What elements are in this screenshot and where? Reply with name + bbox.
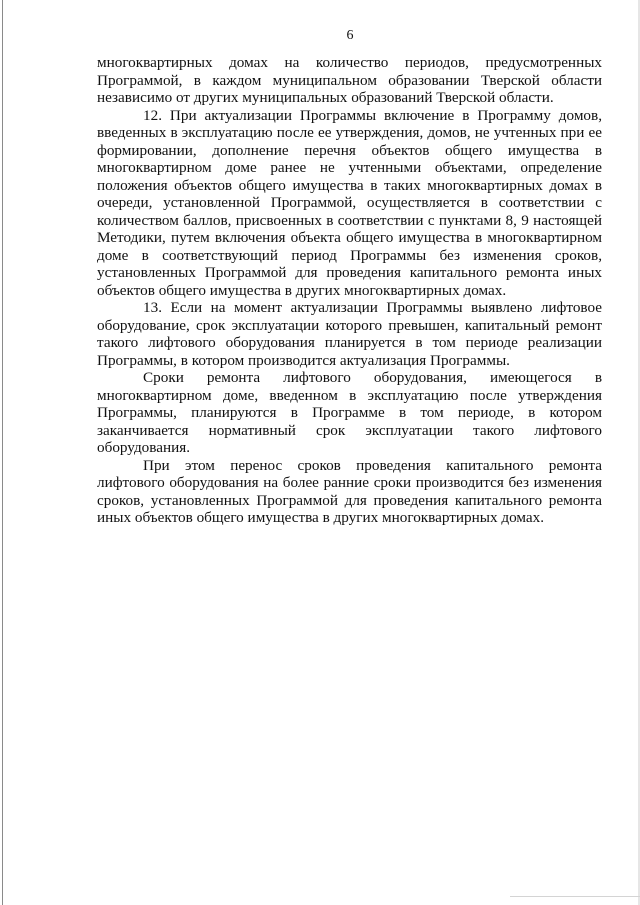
paragraph-continuation: многоквартирных домах на количество периодов, предусмотренных Программой, в каждом муниципальном образовании Тверской области независимо от других муниципальных образований Тверской области. xyxy=(97,54,602,106)
paragraph-item-13: 13. Если на момент актуализации Программы выявлено лифтовое оборудование, срок эксплуатации которого превышен, капитальный ремонт такого лифтового оборудования планируется в том периоде реализации Программы, в котором производится актуализация Программы. xyxy=(97,299,602,369)
scan-bottom-mark xyxy=(510,896,640,897)
scan-left-edge xyxy=(2,0,3,905)
paragraph-elevator-terms: Сроки ремонта лифтового оборудования, имеющегося в многоквартирном доме, введенном в эксплуатацию после утверждения Программы, планируются в Программе в том периоде, в котором заканчивается нормативный срок эксплуатации такого лифтового оборудования. xyxy=(97,369,602,456)
paragraph-transfer-terms: При этом перенос сроков проведения капитального ремонта лифтового оборудования на более ранние сроки производится без изменения сроков, установленных Программой для проведения капитального ремонта иных объектов общего имущества в других многоквартирных домах. xyxy=(97,456,602,526)
document-body xyxy=(97,54,602,527)
page-number: 6 xyxy=(346,28,354,43)
paragraph-item-12: 12. При актуализации Программы включение в Программу домов, введенных в эксплуатацию после ее утверждения, домов, не учтенных при ее формировании, дополнение перечня объектов общего имущества в многоквартирном доме ранее не учтенными объектами, определение положения объектов общего имущества в таких многоквартирных домах в очереди, установленной Программой, осуществляется в соответствии с количеством баллов, присвоенных в соответствии с пунктами 8, 9 настоящей Методики, путем включения объекта общего имущества в многоквартирном доме в соответствующий период Программы без изменения сроков, установленных Программой для проведения капитального ремонта иных объектов общего имущества в других многоквартирных домах. xyxy=(97,106,602,299)
